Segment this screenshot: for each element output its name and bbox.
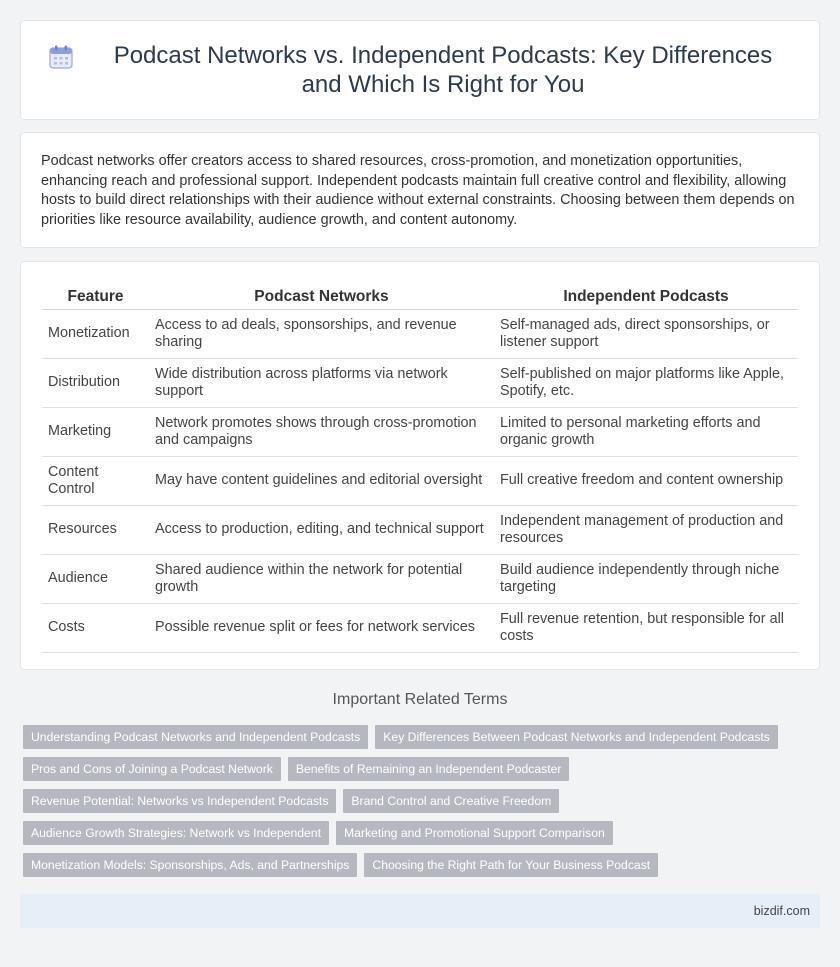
related-term-link[interactable]: Key Differences Between Podcast Networks and Independent Podcasts [375,725,778,749]
related-term-link[interactable]: Monetization Models: Sponsorships, Ads, and Partnerships [23,853,357,877]
footer-site[interactable]: bizdif.com [753,904,810,918]
row-networks: May have content guidelines and editorial oversight [149,457,494,506]
related-term-link[interactable]: Understanding Podcast Networks and Independent Podcasts [23,725,368,749]
row-feature: Costs [42,604,149,653]
table-row [42,604,798,653]
header-feature: Feature [42,279,149,310]
tag-row [23,789,813,813]
row-feature: Distribution [42,359,149,408]
header-networks: Podcast Networks [149,279,494,310]
table-row [42,506,798,555]
tag-row [23,853,813,877]
table-row [42,359,798,408]
tag-row [23,821,813,845]
title-card [20,20,820,120]
row-feature: Marketing [42,408,149,457]
tag-row [23,725,813,749]
intro-card [20,132,820,248]
row-independent: Self-published on major platforms like Apple, Spotify, etc. [494,359,798,408]
row-networks: Wide distribution across platforms via network support [149,359,494,408]
row-feature: Audience [42,555,149,604]
row-independent: Full revenue retention, but responsible for all costs [494,604,798,653]
row-feature: Monetization [42,310,149,359]
header-independent: Independent Podcasts [494,279,798,310]
row-independent: Build audience independently through niche targeting [494,555,798,604]
related-term-link[interactable]: Marketing and Promotional Support Comparison [336,821,613,845]
row-networks: Access to ad deals, sponsorships, and revenue sharing [149,310,494,359]
table-row [42,555,798,604]
footer [20,894,820,928]
comparison-card [20,261,820,670]
page-title: Podcast Networks vs. Independent Podcasts: Key Differences and Which Is Right for You [113,42,773,98]
row-independent: Full creative freedom and content ownership [494,457,798,506]
related-terms [23,725,813,877]
row-independent: Limited to personal marketing efforts and organic growth [494,408,798,457]
related-term-link[interactable]: Brand Control and Creative Freedom [343,789,559,813]
comparison-table [42,279,798,653]
table-row [42,310,798,359]
title-row [47,41,793,99]
row-networks: Possible revenue split or fees for network services [149,604,494,653]
table-row [42,408,798,457]
related-term-link[interactable]: Audience Growth Strategies: Network vs Independent [23,821,329,845]
row-networks: Access to production, editing, and technical support [149,506,494,555]
related-term-link[interactable]: Choosing the Right Path for Your Business Podcast [364,853,658,877]
related-term-link[interactable]: Pros and Cons of Joining a Podcast Network [23,757,281,781]
table-row [42,457,798,506]
related-term-link[interactable]: Revenue Potential: Networks vs Independent Podcasts [23,789,336,813]
related-term-link[interactable]: Benefits of Remaining an Independent Podcaster [288,757,570,781]
tag-row [23,757,813,781]
row-feature: Content Control [42,457,149,506]
intro-text: Podcast networks offer creators access to shared resources, cross-promotion, and monetization opportunities, enhancing reach and professional support. Independent podcasts maintain full creative control and flexibility, allowing hosts to build direct relationships with their audience without external constraints. Choosing between them depends on priorities like resource availability, audience growth, and content autonomy. [41,153,795,228]
row-independent: Self-managed ads, direct sponsorships, or listener support [494,310,798,359]
row-networks: Shared audience within the network for potential growth [149,555,494,604]
calendar-icon [47,43,75,71]
row-feature: Resources [42,506,149,555]
row-networks: Network promotes shows through cross-promotion and campaigns [149,408,494,457]
row-independent: Independent management of production and resources [494,506,798,555]
related-terms-title: Important Related Terms [332,691,508,708]
table-header-row [42,279,798,310]
